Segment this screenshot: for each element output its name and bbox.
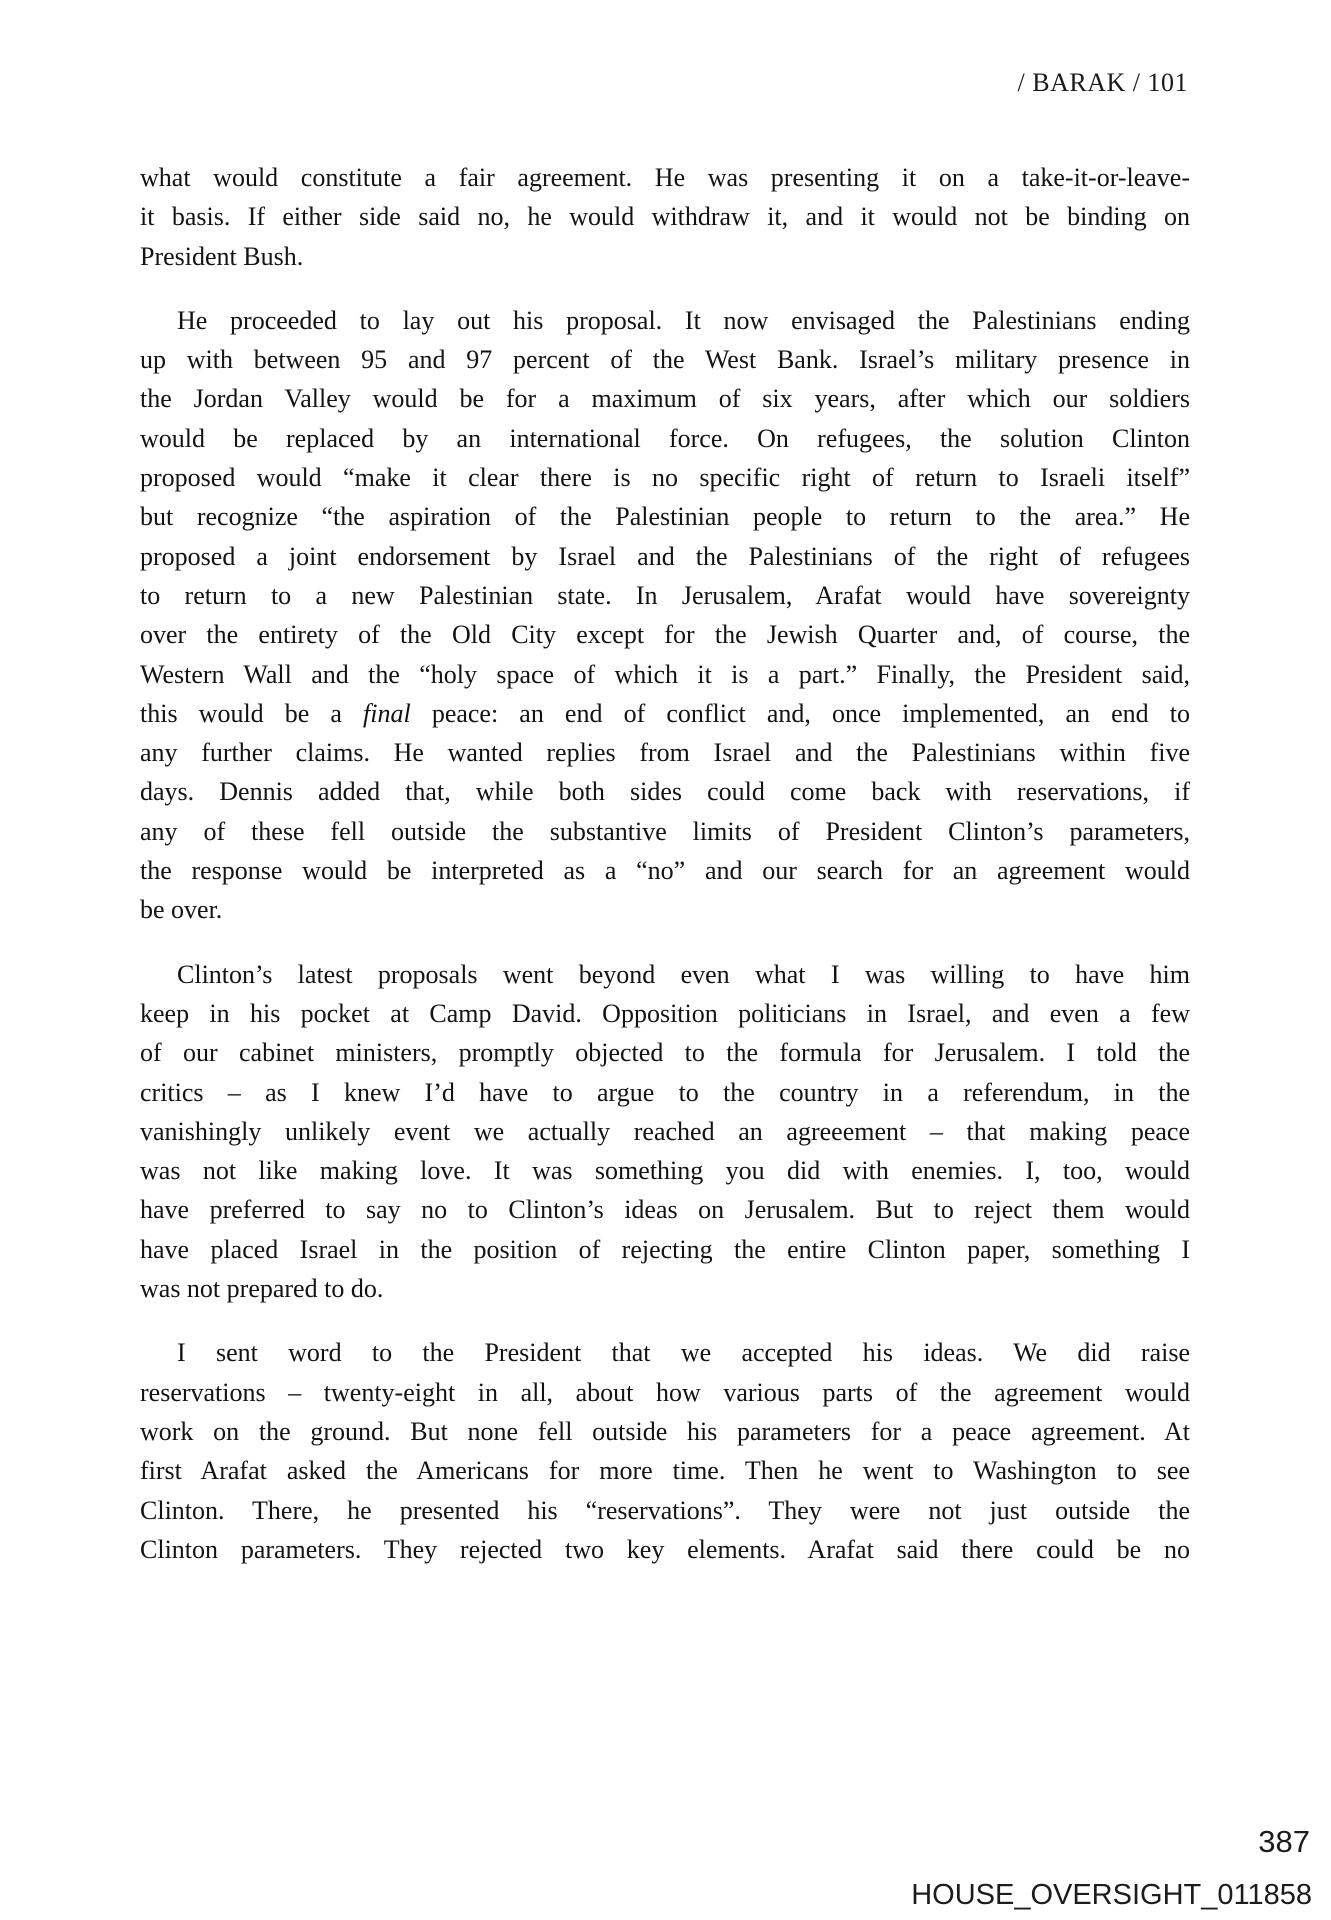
paragraph — [140, 955, 1190, 1309]
text-line: what would constitute a fair agreement. He was presenting it on a take-it-or-leave- — [140, 163, 1190, 192]
body-text — [140, 158, 1190, 1569]
text-line: the Jordan Valley would be for a maximum of six years, after which our soldiers — [140, 384, 1190, 414]
text-line: have placed Israel in the position of rejecting the entire Clinton paper, something I — [140, 1234, 1190, 1264]
text-line: to return to a new Palestinian state. In Jerusalem, Arafat would have sovereignty — [140, 580, 1190, 610]
text-line: first Arafat asked the Americans for more time. Then he went to Washington to see — [140, 1456, 1190, 1486]
text-line: reservations – twenty-eight in all, about how various parts of the agreement would — [140, 1377, 1190, 1407]
text-line: any further claims. He wanted replies from Israel and the Palestinians within five — [140, 738, 1190, 768]
text-line: keep in his pocket at Camp David. Opposition politicians in Israel, and even a few — [140, 998, 1190, 1028]
text-line: but recognize “the aspiration of the Palestinian people to return to the area.” He — [140, 502, 1190, 532]
text-line: Clinton’s latest proposals went beyond even what I was willing to have him — [177, 959, 1190, 989]
text-line: He proceeded to lay out his proposal. It now envisaged the Palestinians ending — [177, 305, 1190, 335]
text-line: up with between 95 and 97 percent of the West Bank. Israel’s military presence in — [140, 345, 1190, 375]
running-header: / BARAK / 101 — [1017, 68, 1188, 97]
paragraph — [140, 301, 1190, 930]
text-line: was not prepared to do. — [140, 1274, 384, 1304]
text-line: critics – as I knew I’d have to argue to the country in a referendum, in the — [140, 1077, 1190, 1107]
text-line: over the entirety of the Old City except for the Jewish Quarter and, of course, the — [140, 620, 1190, 650]
text-line: it basis. If either side said no, he would withdraw it, and it would not be binding on — [140, 202, 1190, 232]
paragraph — [140, 1333, 1190, 1569]
paragraph — [140, 158, 1190, 276]
text-line: of our cabinet ministers, promptly objected to the formula for Jerusalem. I told the — [140, 1038, 1190, 1068]
text-line: vanishingly unlikely event we actually reached an agreeement – that making peace — [140, 1116, 1190, 1146]
text-line: days. Dennis added that, while both sides could come back with reservations, if — [140, 777, 1190, 807]
text-line: the response would be interpreted as a “no” and our search for an agreement would — [140, 856, 1190, 886]
text-line: would be replaced by an international force. On refugees, the solution Clinton — [140, 423, 1190, 453]
text-line: proposed a joint endorsement by Israel and the Palestinians of the right of refugees — [140, 541, 1190, 571]
text-line: any of these fell outside the substantive limits of President Clinton’s parameters, — [140, 816, 1190, 846]
text-line: Western Wall and the “holy space of which it is a part.” Finally, the President said, — [140, 659, 1190, 689]
text-line: work on the ground. But none fell outside his parameters for a peace agreement. At — [140, 1416, 1190, 1446]
text-line: have preferred to say no to Clinton’s ideas on Jerusalem. But to reject them would — [140, 1195, 1190, 1225]
text-line: this would be a final peace: an end of conflict and, once implemented, an end to — [140, 698, 1190, 728]
text-line: President Bush. — [140, 241, 304, 271]
text-line: was not like making love. It was something you did with enemies. I, too, would — [140, 1156, 1190, 1186]
text-line: Clinton. There, he presented his “reservations”. They were not just outside the — [140, 1495, 1190, 1525]
text-line: proposed would “make it clear there is no specific right of return to Israeli itself” — [140, 463, 1190, 493]
bates-stamp: HOUSE_OVERSIGHT_011858 — [911, 1879, 1312, 1911]
text-line: Clinton parameters. They rejected two key elements. Arafat said there could be no — [140, 1534, 1190, 1564]
text-line: be over. — [140, 895, 223, 925]
text-line: I sent word to the President that we accepted his ideas. We did raise — [177, 1338, 1190, 1368]
page-number: 387 — [1258, 1824, 1310, 1859]
